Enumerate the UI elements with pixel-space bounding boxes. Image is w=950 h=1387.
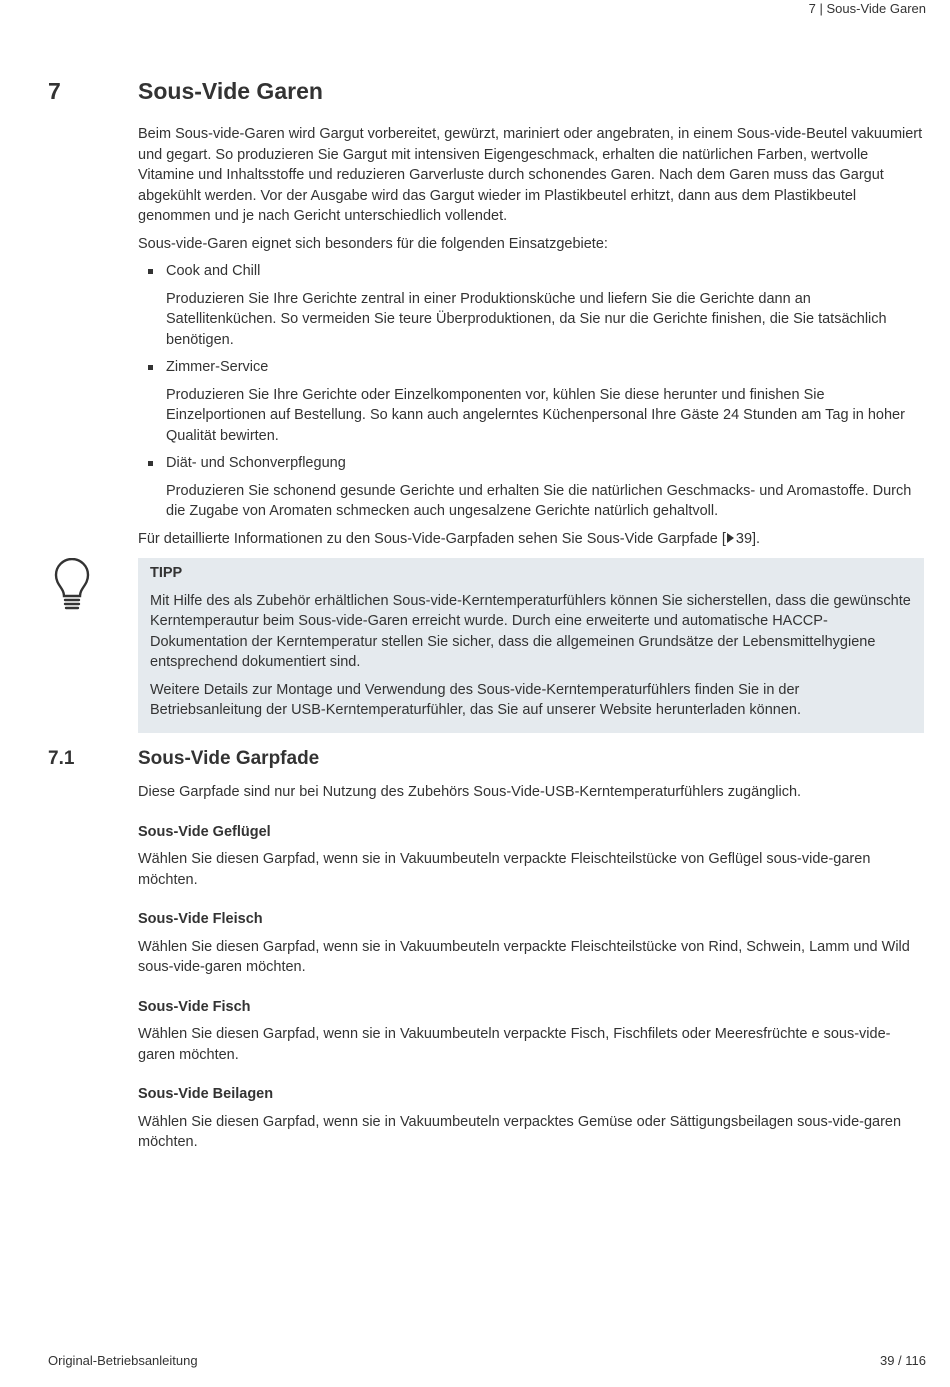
subsection-text: Wählen Sie diesen Garpfad, wenn sie in Vakuumbeuteln verpackte Fisch, Fischfilets oder Meeresfrüchte e sous-vide-garen möchten. — [138, 1026, 891, 1063]
tip-paragraph: Mit Hilfe des als Zubehör erhältlichen Sous-vide-Kerntemperaturfühlers können Sie sicherstellen, dass die gewünschte Kerntemperautur beim Sous-vide-Garen erreicht wurde. Durch eine erweiterte und automatische HACCP-Dokumentation der Kerntemperatur stellen Sie sicher, dass die allgemeinen Grundsätze der Lebensmittelhygiene entsprechend dokumentiert sind. — [150, 592, 911, 670]
chapter-intro: Beim Sous-vide-Garen wird Gargut vorbereitet, gewürzt, mariniert oder angebraten, in einem Sous-vide-Beutel vakuumiert und gegart. So produzieren Sie Gargut mit intensiven Eigengeschmack, erhalten die natürlichen Farben, wertvolle Vitamine und Inhaltsstoffe und reduzieren Garverluste durch schonendes Garen. Nach dem Garen muss das Gargut abgekühlt werden. Vor der Ausgabe wird das Gargut wieder im Plastikbeutel erhitzt, dann aus dem Plastikbeutel genommen und je nach Gericht unterschiedlich vollendet. — [138, 126, 923, 224]
footer-page-indicator: 39 / 116 — [879, 1353, 926, 1368]
subsection-text: Wählen Sie diesen Garpfad, wenn sie in Vakuumbeuteln verpacktes Gemüse oder Sättigungsbeilagen sous-vide-garen möchten. — [138, 1113, 902, 1150]
list-item-title: Diät- und Schonverpflegung — [138, 453, 924, 474]
subsection-text: Wählen Sie diesen Garpfad, wenn sie in Vakuumbeuteln verpackte Fleischteilstücke von Geflügel sous-vide-garen möchten. — [138, 851, 871, 888]
reference-paragraph — [138, 529, 924, 550]
running-header: 7 | Sous-Vide Garen — [808, 1, 926, 16]
list-item-text: Produzieren Sie schonend gesunde Gerichte und erhalten Sie die natürlichen Geschmacks- und Aromastoffe. Durch die Zugabe von Aromaten schmecken auch ungesalzene Gerichte natürlich gehaltvoll. — [166, 482, 912, 519]
tip-block — [138, 558, 924, 733]
use-case-list — [138, 261, 924, 522]
lightbulb-icon — [52, 558, 92, 614]
section-body — [138, 782, 924, 1172]
tip-paragraph: Weitere Details zur Montage und Verwendung des Sous-vide-Kerntemperaturfühlers finden Sie in der Betriebsanleitung der USB-Kerntemperaturfühler, das Sie auf unserer Website herunterladen können. — [150, 681, 802, 718]
reference-suffix: ]. — [752, 530, 761, 547]
subsection-text: Wählen Sie diesen Garpfad, wenn sie in Vakuumbeuteln verpackte Fleischteilstücke von Rind, Schwein, Lamm und Wild sous-vide-garen möchten. — [138, 938, 910, 975]
page-link-arrow-icon — [727, 533, 734, 543]
list-item-text: Produzieren Sie Ihre Gerichte oder Einzelkomponenten vor, kühlen Sie diese herunter und finishen Sie Einzelportionen auf Bestellung. So kann auch angelerntes Küchenpersonal Ihre Gäste 24 Stunden am Tag in hoher Qualität bewirten. — [166, 386, 905, 444]
list-intro: Sous-vide-Garen eignet sich besonders für die folgenden Einsatzgebiete: — [138, 235, 608, 252]
section-number: 7.1 — [48, 748, 75, 769]
list-item — [138, 357, 924, 446]
tip-label: TIPP — [150, 565, 183, 581]
reference-prefix: Für detaillierte Informationen zu den Sous-Vide-Garpfaden sehen Sie Sous-Vide Garpfade [ — [138, 530, 726, 547]
chapter-number: 7 — [48, 78, 61, 104]
section-intro: Diese Garpfade sind nur bei Nutzung des Zubehörs Sous-Vide-USB-Kerntemperaturfühlers zugänglich. — [138, 784, 802, 800]
list-item — [138, 453, 924, 522]
subsection-title: Sous-Vide Beilagen — [138, 1086, 274, 1102]
list-item-title: Cook and Chill — [138, 261, 924, 282]
footer-document-name: Original-Betriebsanleitung — [48, 1353, 198, 1368]
chapter-body — [138, 124, 924, 733]
tip-box — [138, 558, 924, 733]
section-title: Sous-Vide Garpfade — [138, 748, 320, 769]
subsection-title: Sous-Vide Fleisch — [138, 911, 263, 927]
chapter-title: Sous-Vide Garen — [138, 78, 323, 104]
list-item — [138, 261, 924, 350]
list-item-title: Zimmer-Service — [138, 357, 924, 378]
reference-page-link[interactable]: 39 — [735, 530, 753, 547]
list-item-text: Produzieren Sie Ihre Gerichte zentral in einer Produktionsküche und liefern Sie die Gerichte dann an Satellitenküchen. So vermeiden Sie teure Überproduktionen, da Sie nur die Gerichte finishen, die Sie tatsächlich benötigen. — [166, 290, 887, 348]
subsection-title: Sous-Vide Geflügel — [138, 823, 271, 840]
subsection-title: Sous-Vide Fisch — [138, 998, 251, 1015]
